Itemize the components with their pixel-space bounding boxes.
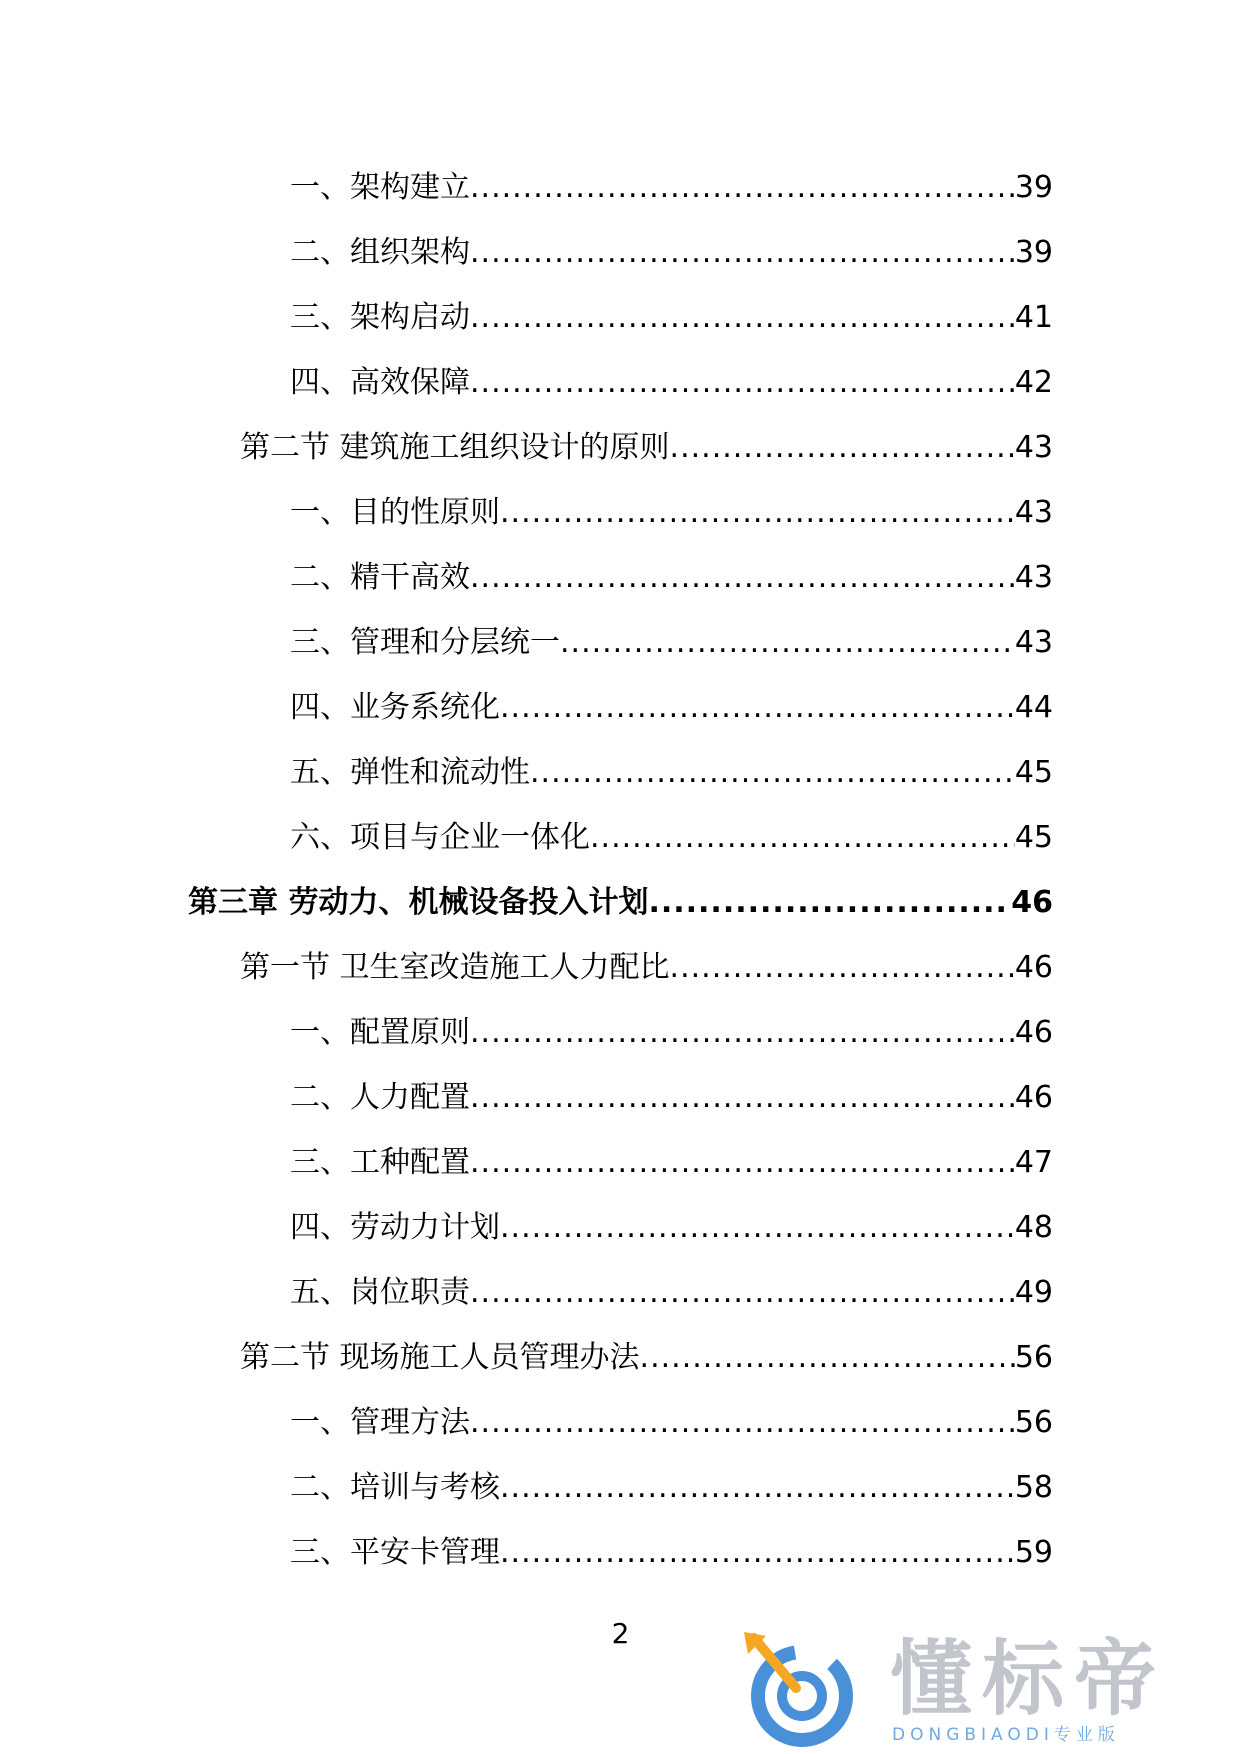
target-logo-icon	[740, 1632, 880, 1748]
toc-entry-page: 47	[1014, 1145, 1053, 1180]
toc-entry-title: 二、人力配置	[290, 1080, 470, 1115]
toc-entry-page: 43	[1014, 625, 1053, 660]
toc-entry[interactable]	[290, 818, 1053, 858]
toc-entry[interactable]	[290, 558, 1053, 598]
toc-leader-dots	[470, 558, 1015, 598]
watermark-pinyin: DONGBIAODI	[892, 1725, 1054, 1745]
toc-entry[interactable]	[290, 1403, 1053, 1443]
toc-entry-page: 39	[1014, 235, 1053, 270]
toc-leader-dots	[648, 883, 1011, 923]
toc-entry[interactable]	[290, 1468, 1053, 1508]
toc-entry[interactable]	[290, 1208, 1053, 1248]
toc-entry-title: 四、高效保障	[290, 365, 470, 400]
toc-entry[interactable]	[290, 623, 1053, 663]
toc-entry[interactable]	[290, 298, 1053, 338]
toc-entry-title: 三、平安卡管理	[290, 1535, 500, 1570]
toc-entry-page: 44	[1014, 690, 1053, 725]
toc-entry-title: 三、架构启动	[290, 300, 470, 335]
toc-entry[interactable]	[290, 1013, 1053, 1053]
toc-entry[interactable]	[290, 1078, 1053, 1118]
toc-entry-title: 第二节 现场施工人员管理办法	[240, 1340, 640, 1375]
toc-entry-page: 43	[1014, 560, 1053, 595]
toc-leader-dots	[470, 1403, 1015, 1443]
toc-entry[interactable]	[290, 1533, 1053, 1573]
toc-entry-title: 四、业务系统化	[290, 690, 500, 725]
toc-entry-title: 一、管理方法	[290, 1405, 470, 1440]
toc-leader-dots	[500, 1468, 1015, 1508]
toc-leader-dots	[470, 1078, 1015, 1118]
watermark-logo	[740, 1632, 1220, 1748]
toc-entry-title: 一、架构建立	[290, 170, 470, 205]
toc-entry-title: 二、精干高效	[290, 560, 470, 595]
toc-entry-page: 58	[1014, 1470, 1053, 1505]
toc-entry-page: 49	[1014, 1275, 1053, 1310]
toc-entry-title: 第二节 建筑施工组织设计的原则	[240, 430, 670, 465]
toc-leader-dots	[670, 948, 1015, 988]
watermark-brand-name: 懂标帝	[890, 1632, 1167, 1727]
toc-entry-page: 45	[1014, 755, 1053, 790]
toc-entry-title: 二、组织架构	[290, 235, 470, 270]
toc-entry[interactable]	[240, 948, 1053, 988]
page-number: 2	[611, 1617, 630, 1650]
toc-leader-dots	[470, 363, 1015, 403]
toc-entry-title: 一、配置原则	[290, 1015, 470, 1050]
toc-entry-page: 39	[1014, 170, 1053, 205]
toc-entry-title: 二、培训与考核	[290, 1470, 500, 1505]
toc-entry-title: 五、岗位职责	[290, 1275, 470, 1310]
toc-entry-page: 56	[1014, 1340, 1053, 1375]
toc-entry[interactable]	[290, 688, 1053, 728]
toc-entry[interactable]	[290, 1143, 1053, 1183]
toc-entry[interactable]	[290, 233, 1053, 273]
toc-entry-page: 56	[1014, 1405, 1053, 1440]
toc-leader-dots	[560, 623, 1015, 663]
toc-entry[interactable]	[240, 428, 1053, 468]
toc-entry-page: 45	[1014, 820, 1053, 855]
watermark-subtitle	[892, 1724, 1120, 1746]
toc-entry-title: 一、目的性原则	[290, 495, 500, 530]
toc-entry-title: 三、工种配置	[290, 1145, 470, 1180]
toc-entry-title: 五、弹性和流动性	[290, 755, 530, 790]
toc-entry[interactable]	[240, 1338, 1053, 1378]
toc-entry-page: 59	[1014, 1535, 1053, 1570]
toc-entry-title: 第三章 劳动力、机械设备投入计划	[188, 885, 649, 920]
toc-entry[interactable]	[290, 1273, 1053, 1313]
toc-entry-title: 三、管理和分层统一	[290, 625, 560, 660]
toc-entry-chapter[interactable]	[188, 883, 1053, 923]
toc-entry-title: 第一节 卫生室改造施工人力配比	[240, 950, 670, 985]
toc-entry[interactable]	[290, 363, 1053, 403]
toc-leader-dots	[500, 1533, 1015, 1573]
toc-leader-dots	[530, 753, 1015, 793]
toc-leader-dots	[470, 1013, 1015, 1053]
toc-entry[interactable]	[290, 493, 1053, 533]
toc-entry-title: 六、项目与企业一体化	[290, 820, 590, 855]
toc-leader-dots	[500, 493, 1015, 533]
toc-entry-page: 46	[1014, 1080, 1053, 1115]
toc-entry-title: 四、劳动力计划	[290, 1210, 500, 1245]
toc-entry-page: 48	[1014, 1210, 1053, 1245]
toc-leader-dots	[470, 1143, 1015, 1183]
toc-entry-page: 46	[1011, 885, 1053, 920]
toc-leader-dots	[470, 298, 1015, 338]
toc-leader-dots	[500, 1208, 1015, 1248]
toc-leader-dots	[470, 233, 1015, 273]
toc-entry-page: 43	[1014, 430, 1053, 465]
toc-leader-dots	[640, 1338, 1015, 1378]
toc-entry-page: 46	[1014, 950, 1053, 985]
toc-entry-page: 43	[1014, 495, 1053, 530]
toc-entry[interactable]	[290, 168, 1053, 208]
watermark-edition: 专业版	[1053, 1725, 1120, 1745]
toc-leader-dots	[470, 168, 1015, 208]
toc-leader-dots	[670, 428, 1015, 468]
toc-entry-page: 42	[1014, 365, 1053, 400]
toc-leader-dots	[500, 688, 1015, 728]
toc-leader-dots	[590, 818, 1015, 858]
toc-leader-dots	[470, 1273, 1015, 1313]
toc-entry-page: 41	[1014, 300, 1053, 335]
toc-entry[interactable]	[290, 753, 1053, 793]
toc-entry-page: 46	[1014, 1015, 1053, 1050]
